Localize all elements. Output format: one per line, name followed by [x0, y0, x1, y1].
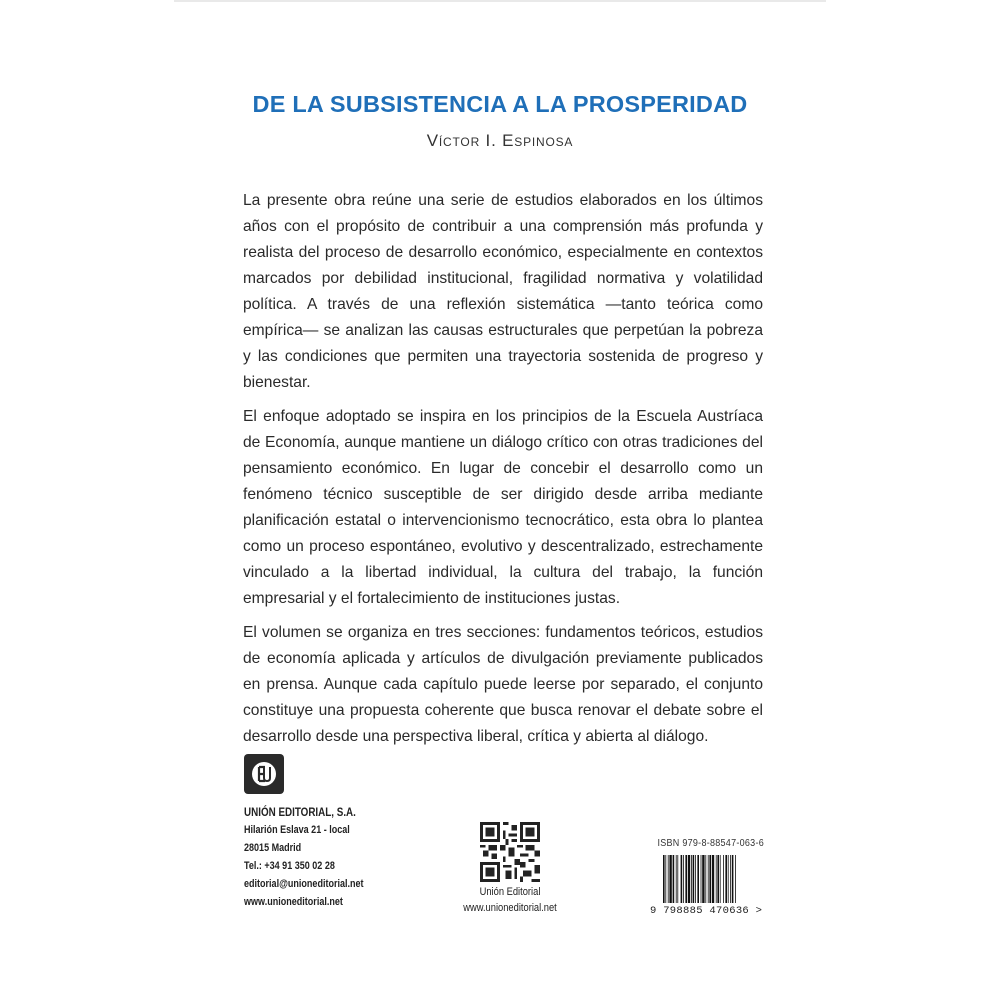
book-title: DE LA SUBSISTENCIA A LA PROSPERIDAD: [252, 91, 748, 117]
publisher-city: 28015 Madrid: [244, 842, 302, 854]
publisher-phone: Tel.: +34 91 350 02 28: [244, 860, 335, 872]
publisher-email: editorial@unioneditorial.net: [244, 878, 364, 890]
back-cover-blurb: [243, 188, 763, 758]
qr-caption-url: www.unioneditorial.net: [463, 902, 557, 914]
isbn-label: ISBN 979-8-88547-063-6: [657, 838, 764, 849]
barcode-digits: 9 798885 470636 >: [650, 905, 763, 917]
qr-code-icon: [480, 822, 540, 882]
qr-caption: [451, 884, 570, 916]
publisher-info: [244, 803, 424, 911]
blurb-paragraph: El enfoque adoptado se inspira en los principios de la Escuela Austríaca de Economía, aunque mantiene un diálogo crítico con otras tradiciones del pensamiento económico. En lugar de concebir el desarrollo como un fenómeno técnico susceptible de ser dirigido desde arriba mediante planificación estatal o intervencionismo tecnocrático, esta obra lo plantea como un proceso espontáneo, evolutivo y descentralizado, estrechamente vinculado a la libertad individual, la cultura del trabajo, la función empresarial y el fortalecimiento de instituciones justas.: [243, 408, 763, 607]
qr-caption-name: Unión Editorial: [479, 886, 541, 898]
blurb-paragraph: El volumen se organiza en tres secciones: fundamentos teóricos, estudios de economía aplicada y artículos de divulgación previamente publicados en prensa. Aunque cada capítulo puede leerse por separado, el conjunto constituye una propuesta coherente que busca renovar el debate sobre el desarrollo desde una perspectiva liberal, crítica y abierta al diálogo.: [243, 624, 763, 745]
top-divider: [174, 0, 826, 2]
book-author: Víctor I. Espinosa: [426, 131, 574, 150]
publisher-website: www.unioneditorial.net: [244, 896, 343, 908]
blurb-paragraph: La presente obra reúne una serie de estudios elaborados en los últimos años con el propósito de contribuir a una comprensión más profunda y realista del proceso de desarrollo económico, especialmente en contextos marcados por debilidad institucional, fragilidad normativa y volatilidad política. A través de una reflexión sistemática —tanto teórica como empírica— se analizan las causas estructurales que perpetúan la pobreza y las condiciones que permiten una trayectoria sostenida de progreso y bienestar.: [243, 192, 763, 391]
union-editorial-logo-icon: [244, 754, 284, 794]
publisher-name: UNIÓN EDITORIAL, S.A.: [244, 805, 356, 819]
publisher-address: Hilarión Eslava 21 - local: [244, 824, 350, 836]
ean13-barcode-icon: [663, 855, 763, 903]
